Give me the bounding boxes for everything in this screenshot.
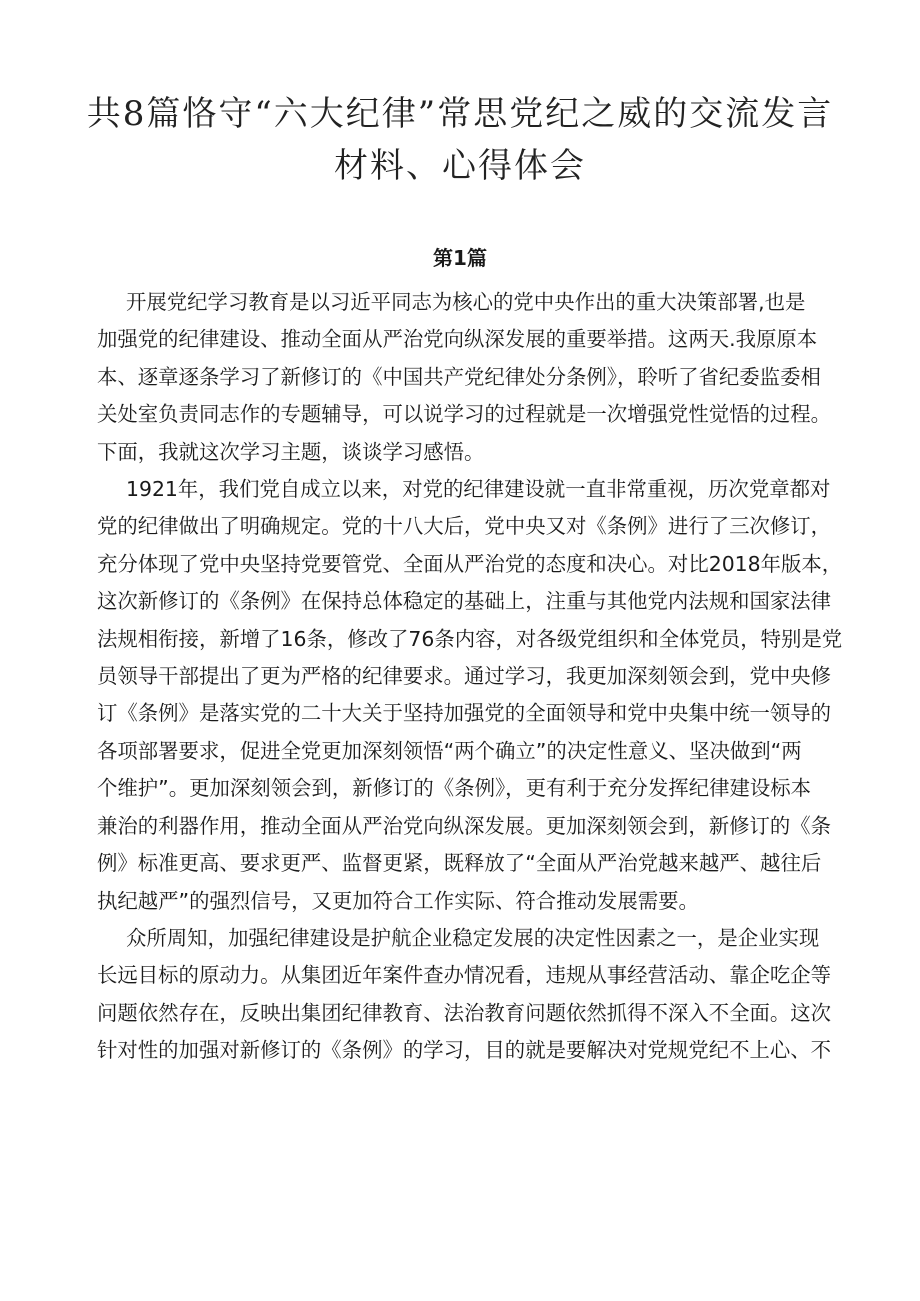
document-title-line-2: 材料、心得体会 bbox=[334, 146, 586, 186]
paragraph bbox=[97, 471, 857, 920]
paragraph-line: 针对性的加强对新修订的《条例》的学习，目的就是要解决对党规党纪不上心、不 bbox=[97, 1038, 832, 1063]
paragraph-line: 例》标准更高、要求更严、监督更紧，既释放了“全面从严治党越来越严、越往后 bbox=[97, 851, 822, 876]
paragraph-line: 执纪越严”的强烈信号，又更加符合工作实际、符合推动发展需要。 bbox=[97, 888, 699, 913]
paragraph bbox=[97, 920, 857, 1070]
paragraph-line: 订《条例》是落实党的二十大关于坚持加强党的全面领导和党中央集中统一领导的 bbox=[97, 701, 832, 726]
document-title-line-1: 共8篇恪守“六大纪律”常思党纪之威的交流发言 bbox=[86, 94, 834, 134]
paragraph-line: 员领导干部提出了更为严格的纪律要求。通过学习，我更加深刻领会到，党中央修 bbox=[97, 664, 832, 689]
paragraph-line: 个维护”。更加深刻领会到，新修订的《条例》，更有利于充分发挥纪律建设标本 bbox=[97, 776, 812, 801]
paragraph-line: 党的纪律做出了明确规定。党的十八大后，党中央又对《条例》进行了三次修订， bbox=[97, 514, 832, 539]
paragraph-line: 加强党的纪律建设、推动全面从严治党向纵深发展的重要举措。这两天.我原原本 bbox=[97, 327, 818, 352]
paragraph-line: 法规相衔接，新增了16条，修改了76条内容，对各级党组织和全体党员，特别是党 bbox=[97, 626, 843, 651]
paragraph-line: 这次新修订的《条例》在保持总体稳定的基础上，注重与其他党内法规和国家法律 bbox=[97, 589, 832, 614]
paragraph-line: 本、逐章逐条学习了新修订的《中国共产党纪律处分条例》，聆听了省纪委监委相 bbox=[97, 364, 821, 389]
paragraph-line: 1921年，我们党自成立以来，对党的纪律建设就一直非常重视，历次党章都对 bbox=[126, 477, 831, 502]
paragraph-line: 问题依然存在，反映出集团纪律教育、法治教育问题依然抓得不深入不全面。这次 bbox=[97, 1000, 832, 1025]
document-body bbox=[97, 284, 857, 1070]
paragraph-line: 关处室负责同志作的专题辅导，可以说学习的过程就是一次增强党性觉悟的过程。 bbox=[97, 402, 832, 427]
section-heading: 第1篇 bbox=[433, 246, 487, 270]
paragraph-line: 下面，我就这次学习主题，谈谈学习感悟。 bbox=[97, 439, 485, 464]
paragraph-line: 长远目标的原动力。从集团近年案件查办情况看，违规从事经营活动、靠企吃企等 bbox=[97, 963, 832, 988]
paragraph-line: 兼治的利器作用，推动全面从严治党向纵深发展。更加深刻领会到，新修订的《条 bbox=[97, 813, 832, 838]
paragraph-line: 开展党纪学习教育是以习近平同志为核心的党中央作出的重大决策部署,也是 bbox=[126, 290, 806, 314]
paragraph-line: 充分体现了党中央坚持党要管党、全面从严治党的态度和决心。对比2018年版本， bbox=[97, 551, 843, 576]
paragraph-line: 众所周知，加强纪律建设是护航企业稳定发展的决定性因素之一，是企业实现 bbox=[126, 925, 820, 950]
paragraph-line: 各项部署要求，促进全党更加深刻领悟“两个确立”的决定性意义、坚决做到“两 bbox=[97, 738, 802, 763]
document-title bbox=[60, 88, 860, 192]
paragraph bbox=[97, 284, 857, 471]
